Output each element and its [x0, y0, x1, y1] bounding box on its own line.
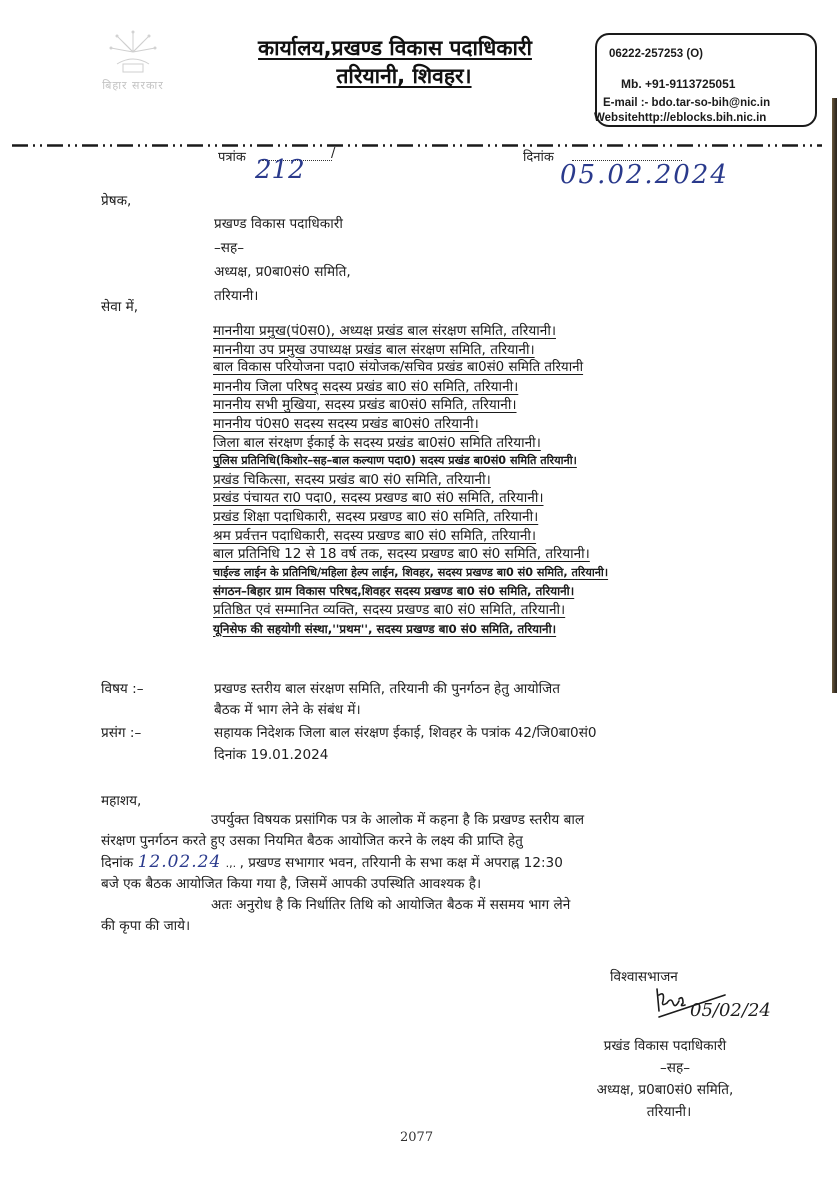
signatory-line: अध्यक्ष, प्र0बा0सं0 समिति, [596, 1082, 734, 1098]
header-separator [12, 144, 822, 147]
body-p2-line-2: की कृपा की जाये। [101, 918, 191, 934]
sender-line: प्रखण्ड विकास पदाधिकारी [214, 216, 343, 232]
date-label: दिनांक [523, 150, 554, 165]
subject-label: विषय :– [101, 681, 144, 697]
page-edge-shadow [832, 98, 837, 693]
title-line-1: कार्यालय,प्रखण्ड विकास पदाधिकारी [258, 36, 532, 60]
context-label: प्रसंग :– [101, 725, 142, 741]
recipient-item: माननीय जिला परिषद् सदस्य प्रखंड बा0 सं0 समिति, तरियानी। [213, 378, 519, 395]
recipient-item: प्रतिष्ठित एवं सम्मानित व्यक्ति, सदस्य प्रखण्ड बा0 सं0 समिति, तरियानी। [213, 601, 566, 618]
closing-text: विश्वासभाजन [610, 969, 678, 985]
recipient-item: माननीया प्रमुख(पं0स0), अध्यक्ष प्रखंड बाल संरक्षण समिति, तरियानी। [213, 323, 556, 339]
body-p1-line-4: बजे एक बैठक आयोजित किया गया है, जिसमें आपकी उपस्थिति आवश्यक है। [101, 876, 482, 892]
title-line-2: तरियानी, शिवहर। [336, 64, 472, 88]
signatory-line: –सह– [659, 1060, 690, 1076]
page-footer-number: 2077 [400, 1130, 434, 1145]
bihar-govt-emblem-icon [103, 28, 163, 76]
recipient-list [213, 322, 608, 638]
subject-line-1: प्रखण्ड स्तरीय बाल संरक्षण समिति, तरियानी की पुनर्गठन हेतु आयोजित [214, 681, 560, 697]
sender-label: प्रेषक, [101, 193, 132, 209]
recipient-item: श्रम प्रर्वत्तन पदाधिकारी, सदस्य प्रखण्ड बा0 सं0 समिति, तरियानी। [213, 527, 537, 544]
sender-line: –सह– [214, 240, 245, 256]
recipient-item: चाईल्ड लाईन के प्रतिनिधि/महिला हेल्प लाईन, शिवहर, सदस्य प्रखण्ड बा0 सं0 समिति, तरियानी। [213, 565, 609, 579]
recipient-item: प्रखंड शिक्षा पदाधिकारी, सदस्य प्रखण्ड बा0 सं0 समिति, तरियानी। [213, 508, 539, 525]
meeting-date-dots: .,. [225, 857, 240, 870]
date-suffix: , प्रखण्ड सभागार भवन, तरियानी के सभा कक्ष में अपराह्न 12:30 [239, 855, 563, 871]
recipient-item: प्रखंड चिकित्सा, सदस्य प्रखंड बा0 सं0 समिति, तरियानी। [213, 471, 491, 488]
body-p2-line-1: अतः अनुरोध है कि निर्धातिर तिथि को आयोजित बैठक में ससमय भाग लेने [211, 897, 571, 913]
recipient-item: बाल विकास परियोजना पदा0 संयोजक/सचिव प्रखंड बा0सं0 समिति तरियानी [213, 360, 584, 376]
recipient-item: जिला बाल संरक्षण ईकाई के सदस्य प्रखंड बा0सं0 समिति तरियानी। [213, 434, 541, 451]
date-value: 05.02.2024 [560, 160, 729, 190]
recipient-item: बाल प्रतिनिधि 12 से 18 वर्ष तक, सदस्य प्रखण्ड बा0 सं0 समिति, तरियानी। [213, 546, 590, 563]
letter-no-slash: / [331, 146, 336, 161]
signatory-block [565, 1035, 765, 1123]
recipient-item: यूनिसेफ की सहयोगी संस्था,''प्रथम'', सदस्य प्रखण्ड बा0 सं0 समिति, तरियानी। [213, 621, 557, 636]
sender-line: तरियानी। [214, 288, 259, 304]
subject-line-2: बैठक में भाग लेने के संबंध में। [214, 702, 361, 718]
signatory-line: तरियानी। [646, 1104, 692, 1120]
email-address: E-mail :- bdo.tar-so-bih@nic.in [603, 97, 771, 109]
letter-body [101, 810, 813, 937]
emblem-caption: बिहार सरकार [102, 79, 164, 92]
date-prefix: दिनांक [101, 855, 134, 871]
office-title [205, 34, 585, 90]
office-phone: 06222-257253 (O) [609, 48, 703, 60]
recipient-item: पुलिस प्रतिनिधि(किशोर–सह–बाल कल्याण पदा0) सदस्य प्रखंड बा0सं0 समिति तरियानी। [213, 454, 577, 468]
letter-no-value: 212 [255, 155, 305, 185]
recipient-item: माननीय सभी मुखिया, सदस्य प्रखंड बा0सं0 समिति, तरियानी। [213, 397, 517, 414]
recipient-item: संगठन–बिहार ग्राम विकास परिषद,शिवहर सदस्य प्रखण्ड बा0 सं0 समिति, तरियानी। [213, 584, 575, 599]
mobile-number: Mb. +91-9113725051 [621, 77, 736, 91]
signature-date: 05/02/24 [690, 1000, 771, 1021]
recipients-label: सेवा में, [101, 299, 139, 315]
body-p1-line-1: उपर्युक्त विषयक प्रसांगिक पत्र के आलोक में कहना है कि प्रखण्ड स्तरीय बाल [211, 812, 585, 828]
recipient-item: माननीया उप प्रमुख उपाध्यक्ष प्रखंड बाल संरक्षण समिति, तरियानी। [213, 341, 535, 358]
recipient-item: माननीय पं0स0 सदस्य सदस्य प्रखंड बा0सं0 तरियानी। [213, 415, 479, 432]
emblem [78, 28, 188, 98]
sender-block [214, 212, 351, 308]
body-p1-line-3 [101, 852, 813, 874]
recipient-item: प्रखंड पंचायत रा0 पदा0, सदस्य प्रखण्ड बा0 सं0 समिति, तरियानी। [213, 490, 544, 507]
salutation: महाशय, [101, 793, 142, 809]
signatory-line: प्रखंड विकास पदाधिकारी [603, 1038, 727, 1054]
context-line-2: दिनांक 19.01.2024 [214, 747, 329, 763]
website-link[interactable]: Websitehttp://eblocks.bih.nic.in [594, 112, 767, 124]
context-line-1: सहायक निदेशक जिला बाल संरक्षण ईकाई, शिवहर के पत्रांक 42/जि0बा0सं0 [214, 725, 597, 741]
sender-line: अध्यक्ष, प्र0बा0सं0 समिति, [214, 264, 351, 280]
contact-box [595, 33, 817, 127]
letter-no-label: पत्रांक [218, 150, 246, 165]
meeting-date-handwritten: 12.02.24 [137, 852, 222, 872]
body-p1-line-2: संरक्षण पुनर्गठन करते हुए उसका नियमित बैठक आयोजित करने के लक्ष्य की प्राप्ति हेतु [101, 833, 523, 849]
